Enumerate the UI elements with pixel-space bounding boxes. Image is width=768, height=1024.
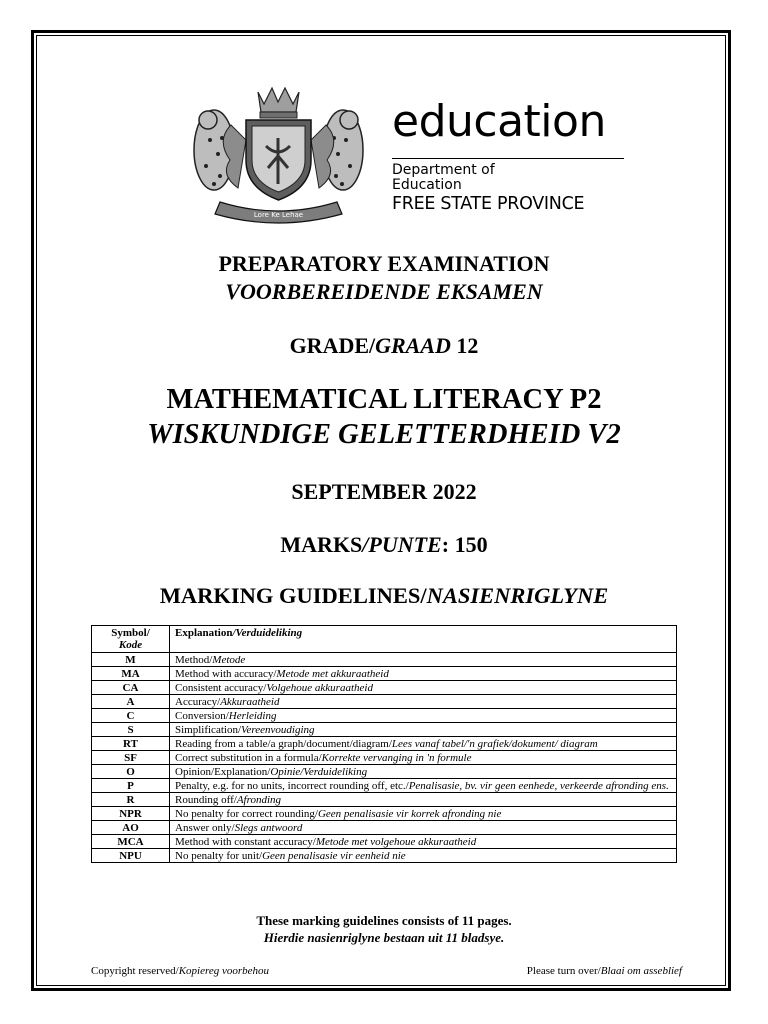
grade-label-af: GRAAD: [375, 333, 451, 358]
header-symbol-af: Kode: [118, 639, 143, 651]
table-row: [92, 751, 677, 765]
grade-number: 12: [450, 333, 479, 358]
row-explanation: [170, 667, 677, 681]
table-row: [92, 807, 677, 821]
row-explanation-af: Opinie/Verduideliking: [270, 766, 368, 778]
row-explanation-en: No penalty for correct rounding/: [175, 808, 318, 820]
row-explanation-af: Lees vanaf tabel/'n grafiek/dokument/ diagram: [391, 738, 598, 750]
table-row: [92, 765, 677, 779]
row-explanation: [170, 821, 677, 835]
marks-label-en: MARKS: [280, 532, 363, 557]
dept-line-1: Department of: [392, 162, 495, 178]
row-explanation-af: Geen penalisasie vir korrek afronding nie: [317, 808, 502, 820]
symbol-table-header: [92, 626, 677, 653]
wordmark-divider: [392, 158, 624, 159]
grade-line: [36, 333, 732, 359]
row-symbol: MA: [92, 667, 170, 681]
row-symbol: S: [92, 723, 170, 737]
row-explanation-af: Afronding: [236, 794, 282, 806]
row-explanation: [170, 653, 677, 667]
row-explanation-af: Geen penalisasie vir eenheid nie: [262, 850, 406, 862]
row-symbol: MCA: [92, 835, 170, 849]
row-explanation: [170, 709, 677, 723]
row-explanation-af: Penalisasie, bv. vir geen eenhede, verkeerde afronding ens.: [408, 780, 669, 792]
table-row: [92, 667, 677, 681]
row-explanation-af: Herleiding: [228, 710, 277, 722]
header-explanation-en: Explanation: [175, 627, 233, 639]
table-row: [92, 737, 677, 751]
exam-title-af: VOORBEREIDENDE EKSAMEN: [225, 279, 543, 304]
marks-line: [36, 532, 732, 558]
row-symbol: C: [92, 709, 170, 723]
row-explanation-en: Reading from a table/a graph/document/diagram/: [175, 738, 392, 750]
row-explanation: [170, 751, 677, 765]
row-explanation-en: No penalty for unit/: [175, 850, 263, 862]
table-row: [92, 709, 677, 723]
footer-turn-over-af: Blaai om asseblief: [600, 965, 682, 977]
header-symbol: [92, 626, 170, 653]
row-explanation-en: Method/: [175, 654, 213, 666]
row-symbol: A: [92, 695, 170, 709]
footer-turn-over-en: Please turn over/: [526, 965, 601, 977]
table-row: [92, 793, 677, 807]
row-explanation: [170, 807, 677, 821]
row-explanation-af: Slegs antwoord: [234, 822, 303, 834]
row-symbol: NPU: [92, 849, 170, 863]
row-explanation: [170, 681, 677, 695]
row-explanation-en: Method with accuracy/: [175, 668, 277, 680]
table-row: [92, 779, 677, 793]
symbol-table: [91, 625, 677, 863]
table-row: [92, 835, 677, 849]
coat-of-arms-logo: [186, 80, 371, 228]
row-explanation: [170, 765, 677, 779]
row-explanation-en: Penalty, e.g. for no units, incorrect rounding off, etc./: [175, 780, 409, 792]
education-wordmark: education: [392, 96, 606, 147]
row-symbol: O: [92, 765, 170, 779]
row-symbol: RT: [92, 737, 170, 751]
guidelines-label-en: MARKING GUIDELINES/: [159, 583, 427, 608]
row-explanation-af: Metode: [212, 654, 246, 666]
table-row: [92, 695, 677, 709]
row-explanation-en: Consistent accuracy/: [175, 682, 267, 694]
footer-copyright-af: Kopiereg voorbehou: [178, 965, 270, 977]
row-explanation-af: Korrekte vervanging in 'n formule: [321, 752, 472, 764]
row-explanation-en: Accuracy/: [175, 696, 221, 708]
header-symbol-en: Symbol/: [111, 627, 150, 639]
row-explanation: [170, 695, 677, 709]
footer-turn-over: [527, 965, 682, 977]
subject-title-en: MATHEMATICAL LITERACY P2: [166, 384, 602, 415]
row-symbol: R: [92, 793, 170, 807]
department-name: [392, 163, 584, 215]
row-explanation: [170, 835, 677, 849]
table-row: [92, 653, 677, 667]
row-symbol: AO: [92, 821, 170, 835]
row-explanation-en: Conversion/: [175, 710, 229, 722]
row-symbol: SF: [92, 751, 170, 765]
row-explanation: [170, 737, 677, 751]
row-explanation-af: Metode met volgehoue akkuraatheid: [315, 836, 477, 848]
header-explanation: [170, 626, 677, 653]
dept-line-3: FREE STATE PROVINCE: [392, 194, 585, 214]
table-row: [92, 849, 677, 863]
subject-title-af: WISKUNDIGE GELETTERDHEID V2: [147, 419, 621, 450]
dept-line-2: Education: [392, 177, 462, 193]
guidelines-label-af: NASIENRIGLYNE: [426, 583, 609, 608]
footer-copyright: [91, 965, 269, 977]
footer-copyright-en: Copyright reserved/: [91, 965, 179, 977]
row-symbol: P: [92, 779, 170, 793]
table-row: [92, 681, 677, 695]
row-explanation-af: Metode met akkuraatheid: [276, 668, 389, 680]
table-row: [92, 821, 677, 835]
row-explanation-en: Simplification/: [175, 724, 241, 736]
marks-value: : 150: [441, 532, 488, 557]
row-explanation-en: Opinion/Explanation/: [175, 766, 271, 778]
row-explanation-af: Volgehoue akkuraatheid: [266, 682, 373, 694]
marks-label-af: /PUNTE: [362, 532, 442, 557]
exam-title-en: PREPARATORY EXAMINATION: [218, 251, 550, 276]
row-explanation-en: Rounding off/: [175, 794, 237, 806]
row-explanation-en: Answer only/: [175, 822, 235, 834]
row-explanation: [170, 723, 677, 737]
row-symbol: CA: [92, 681, 170, 695]
row-symbol: NPR: [92, 807, 170, 821]
row-explanation-af: Akkuraatheid: [220, 696, 280, 708]
table-row: [92, 723, 677, 737]
guidelines-title: [36, 583, 732, 609]
row-explanation: [170, 793, 677, 807]
page-count-note-en: These marking guidelines consists of 11 pages.: [256, 913, 512, 928]
row-explanation-en: Correct substitution in a formula/: [175, 752, 322, 764]
row-explanation-af: Vereenvoudiging: [241, 724, 315, 736]
row-explanation-en: Method with constant accuracy/: [175, 836, 316, 848]
row-explanation: [170, 849, 677, 863]
row-explanation: [170, 779, 677, 793]
grade-label-en: GRADE/: [289, 333, 376, 358]
row-symbol: M: [92, 653, 170, 667]
exam-date: SEPTEMBER 2022: [291, 479, 477, 504]
page-count-note-af: Hierdie nasienriglyne bestaan uit 11 bladsye.: [263, 930, 505, 945]
header-explanation-af: /Verduideliking: [232, 627, 303, 639]
crest-motto: Lore Ke Lehae: [253, 211, 304, 219]
